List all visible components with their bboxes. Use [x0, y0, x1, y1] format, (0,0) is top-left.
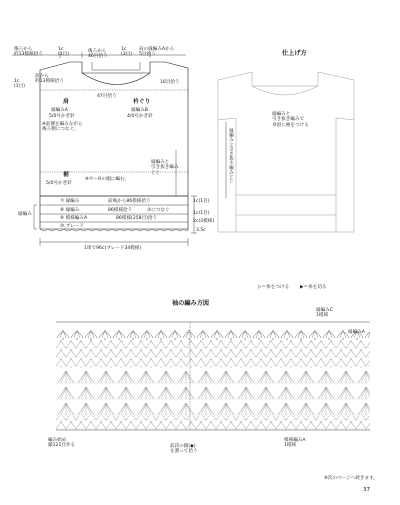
label-front-pickup: 前から 約13模様拾う	[35, 74, 64, 85]
row-8-count: 86模様拾う	[108, 208, 133, 213]
legend-attach: ▷＝糸をつける	[258, 285, 290, 290]
label-back-46: 後ろから 46目拾う	[88, 49, 108, 60]
hem-hook: 5/0号かぎ針	[46, 181, 72, 186]
row-8-label: ⑧ 縁編み	[60, 208, 80, 213]
sleeve-center-pickup: 前段の鎖(◆) を割って拾う	[170, 444, 198, 455]
label-back-pickup: 後ろから 約13模様拾う	[14, 47, 43, 58]
sleeve-pattern-a: 模様編みA 1模様	[284, 438, 306, 449]
hem-note: ※⑦〜⑩の順に編む。	[85, 177, 130, 182]
label-shoulder-seam: 肩の縁編みAから 5目拾う	[139, 47, 175, 58]
collar-title: 衿ぐり	[133, 99, 151, 105]
sleeve-edge-a: 縁編みA	[348, 330, 365, 335]
finishing-note: 縁編みと 引き抜き編みで 身頃に袖をつける	[272, 112, 309, 128]
shoulder-hook: 5/0号かぎ針	[49, 114, 75, 119]
label-count-47: 47目拾う	[97, 94, 117, 99]
row-7-dim: 1c(1目)	[193, 199, 210, 204]
shoulder-note: ※前側を編みながら 後ろ側につなぐ。	[42, 122, 83, 133]
hem-total-dim: 3.5c	[196, 228, 206, 233]
row-8-join: ②につなぐ	[147, 208, 170, 213]
footer-note: ※次のページへ続きます。	[324, 476, 378, 481]
legend-cut: ▶＝糸を切る	[300, 285, 327, 290]
label-left-dim: 1c (1目)	[14, 79, 26, 90]
collar-pattern: 縁編みB	[131, 108, 148, 113]
row-10-label: ⑩ ブレード	[60, 224, 84, 229]
label-back-pickup-dim: 1c (1目)	[58, 47, 70, 58]
shoulder-title: 肩	[63, 99, 69, 105]
row-7-label: ⑦ 縁編み	[60, 199, 80, 204]
sleeve-chart-title: 袖の編み方図	[172, 300, 210, 307]
row-9-dim-1: 1c(1目)	[193, 211, 210, 216]
row-9-count: 86模様(258目)拾う	[116, 216, 158, 221]
shoulder-pattern: 縁編みA	[51, 108, 68, 113]
side-seam-note: 縁編みと 引き抜き編み とじ	[151, 160, 179, 176]
page-number: 37	[363, 487, 371, 493]
row-9-label: ⑨ 模様編みA	[60, 216, 88, 221]
row-9-dim-2: 2c(2模様)	[193, 219, 215, 224]
collar-hook: 4/0号かぎ針	[127, 114, 153, 119]
circumference-label: 1周で96c(ブレード34模様)	[84, 246, 142, 251]
row-7-pickup: 前後から86模様拾う	[108, 199, 151, 204]
sleeve-start: 編み始め 鎖121目作る	[48, 438, 76, 449]
hem-side-label: 縁編み	[18, 212, 32, 217]
label-back-46-dim: 1c (3目)	[121, 47, 133, 58]
finishing-vertical-note: 縁編みと引き抜き編みとじ	[228, 128, 234, 184]
finishing-title: 仕上げ方	[282, 50, 307, 57]
label-count-16: 16目拾う	[160, 80, 180, 85]
sleeve-edge-c: 縁編みC 1模様	[316, 308, 333, 319]
hem-title: 裾	[63, 172, 69, 178]
